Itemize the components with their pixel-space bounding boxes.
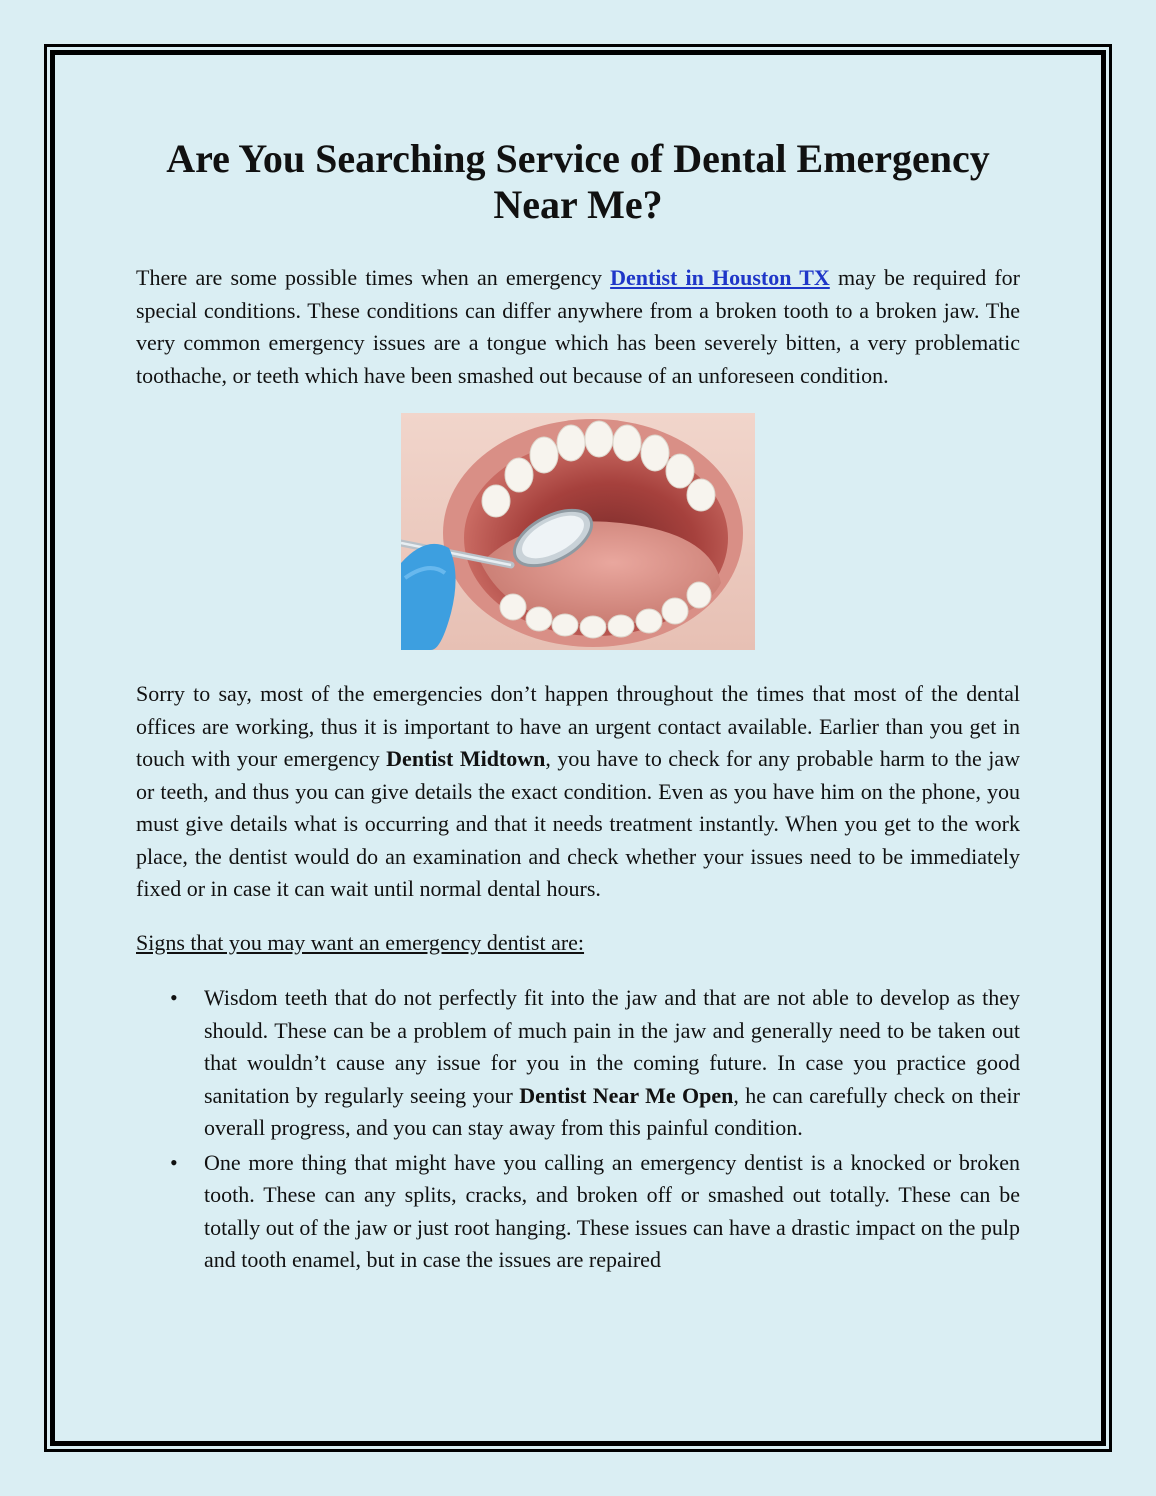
page-title: Are You Searching Service of Dental Emergency Near Me? (166, 136, 990, 227)
signs-heading: Signs that you may want an emergency dentist are: (136, 929, 585, 955)
list-item-text-start: Wisdom teeth that do not perfectly fit into the jaw and that are not able to develop as they should. These can be a problem of much pain in the jaw and generally need to be taken out that wouldn’t cause any issue for you in the coming future. In case you practice good sanitation by regularly seeing your (204, 985, 1020, 1108)
dentist-near-me-open-bold: Dentist Near Me Open (519, 1082, 734, 1108)
document-content (136, 136, 1020, 1279)
emergency-text-start: Sorry to say, most of the emergencies don’t happen throughout the times that most of the dental offices are working, thus it is important to have an urgent contact available. Earlier than you get in touch with your emergency (136, 681, 1020, 771)
bullet-icon: • (170, 1149, 178, 1175)
intro-paragraph (136, 262, 1020, 392)
emergency-paragraph (136, 678, 1020, 906)
intro-text-end: may be required for special conditions. These conditions can differ anywhere from a broken tooth to a broken jaw. The very common emergency issues are a tongue which has been severely bitten, a very problematic toothache, or teeth which have been smashed out because of an unforeseen condition. (136, 265, 1021, 388)
emergency-text-end: , you have to check for any probable harm to the jaw or teeth, and thus you can give details the exact condition. Even as you have him on the phone, you must give details what is occurring and that it needs treatment instantly. When you get to the work place, the dentist would do an examination and check whether your issues need to be immediately fixed or in case it can wait until normal dental hours. (136, 746, 1020, 901)
list-item (170, 982, 1020, 1145)
intro-text-start: There are some possible times when an emergency (136, 265, 611, 290)
bullet-icon: • (170, 985, 178, 1010)
list-item (170, 1147, 1020, 1277)
list-item-text: One more thing that might have you calling an emergency dentist is a knocked or broken tooth. These can any splits, cracks, and broken off or smashed out totally. These can be totally out of the jaw or just root hanging. These issues can have a drastic impact on the pulp and tooth enamel, but in case the issues are repaired (204, 1149, 1020, 1272)
signs-list (136, 982, 1020, 1277)
dental-exam-photo (401, 413, 755, 650)
dentist-midtown-bold: Dentist Midtown (386, 746, 546, 771)
list-item-text-end: , he can carefully check on their overall progress, and you can stay away from this painful condition. (204, 1082, 1020, 1140)
dentist-houston-link[interactable]: Dentist in Houston TX (610, 265, 830, 290)
